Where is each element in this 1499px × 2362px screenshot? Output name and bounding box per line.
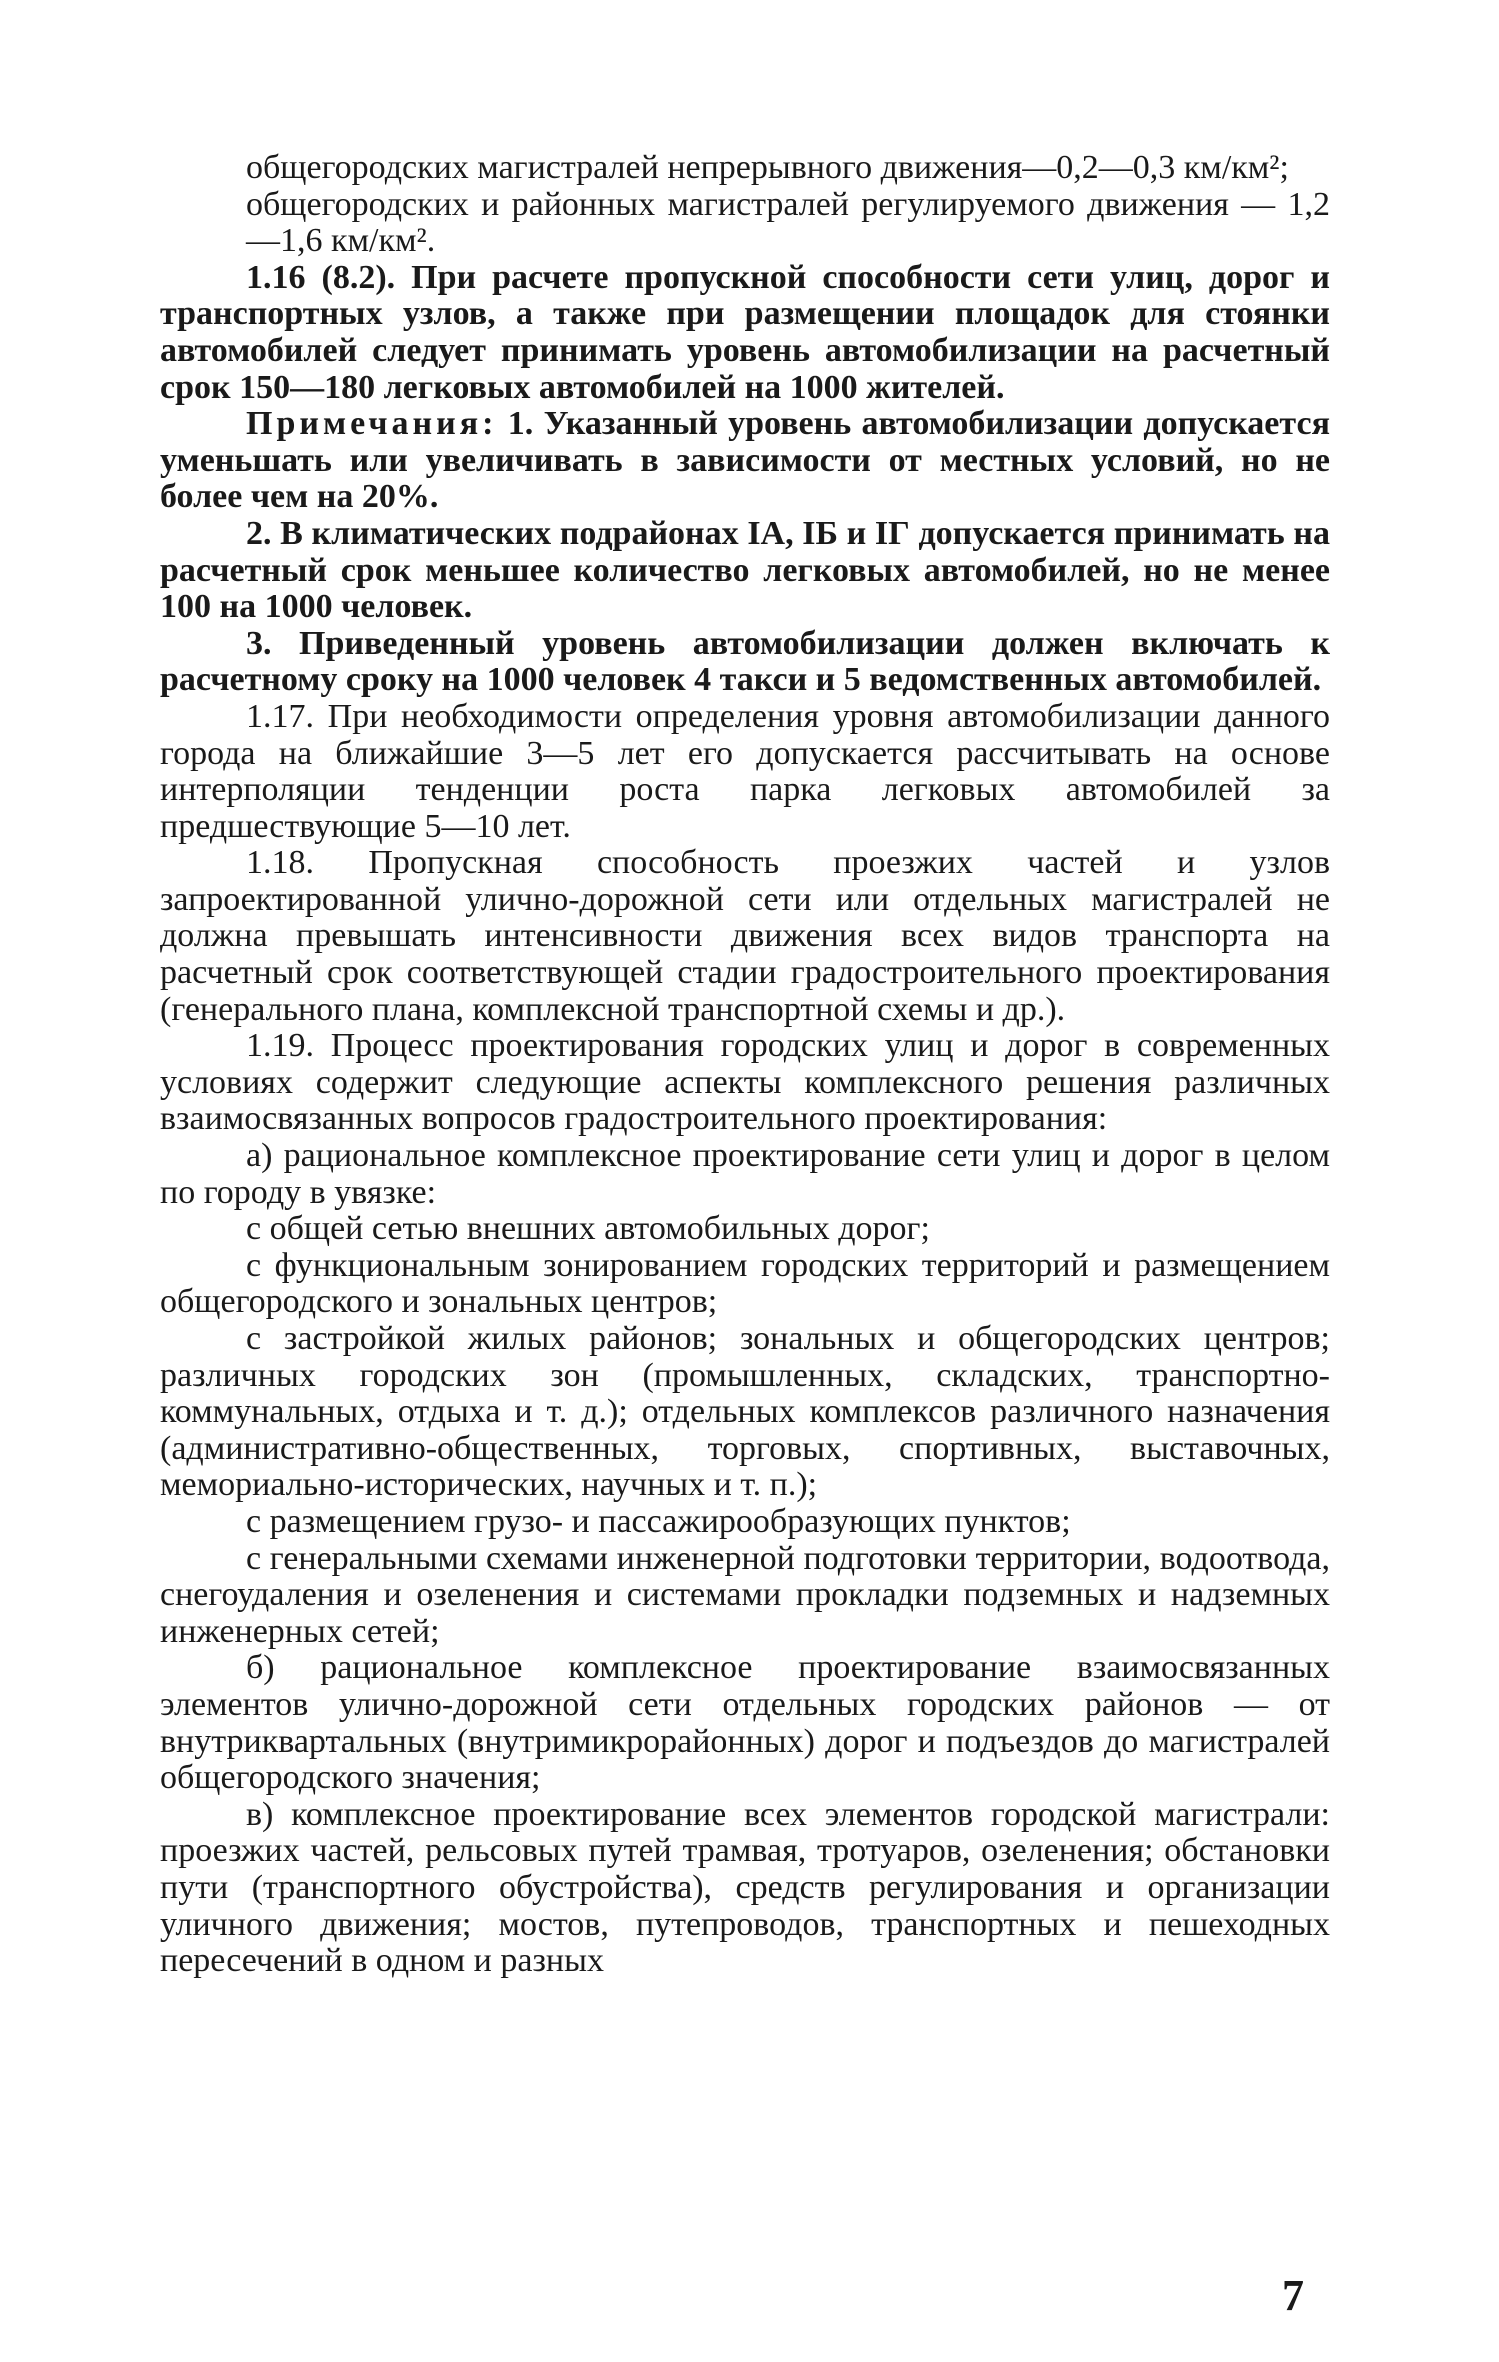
list-item-b: б) рациональное комплексное проектирование взаимосвязанных элементов улично-дорожной сети отдельных городских районов — от внутриквартальных (внутримикрорайонных) дорог и подъездов до магистралей общегородского значения; xyxy=(160,1649,1330,1797)
page-number: 7 xyxy=(1282,2271,1304,2320)
clause-1-19: 1.19. Процесс проектирования городских улиц и дорог в современных условиях содержит следующие аспекты комплексного решения различных взаимосвязанных вопросов градостроительного проектирования: xyxy=(160,1027,1330,1138)
notes-heading: Примечания: xyxy=(246,405,498,443)
note-1-text: 1. Указанный уровень автомобилизации допускается уменьшать или увеличивать в зависимости от местных условий, но не более чем на 20%. xyxy=(160,405,1330,516)
note-2: 2. В климатических подрайонах IA, IБ и IГ допускается принимать на расчетный срок меньшее количество легковых автомобилей, но не менее 100 на 1000 человек. xyxy=(160,514,1330,626)
paragraph-2: общегородских и районных магистралей регулируемого движения — 1,2—1,6 км/км². xyxy=(246,185,1330,260)
note-3: 3. Приведенный уровень автомобилизации должен включать к расчетному сроку на 1000 человек 4 такси и 5 ведомственных автомобилей. xyxy=(160,624,1330,699)
list-item-a-4: с размещением грузо- и пассажирообразующих пунктов; xyxy=(246,1502,1071,1540)
clause-1-16: 1.16 (8.2). При расчете пропускной способности сети улиц, дорог и транспортных узлов, а также при размещении площадок для стоянки автомобилей следует принимать уровень автомобилизации на расчетный срок 150—180 легковых автомобилей на 1000 жителей. xyxy=(160,258,1330,406)
paragraph-1: общегородских магистралей непрерывного движения—0,2—0,3 км/км²; xyxy=(246,149,1289,186)
list-item-v: в) комплексное проектирование всех элементов городской магистрали: проезжих частей, рельсовых путей трамвая, тротуаров, озеленения; обстановки пути (транспортного обустройства), средств регулирования и организации уличного движения; мостов, путепроводов, транспортных и пешеходных пересечений в одном и разных xyxy=(160,1795,1330,1980)
list-item-a-2: с функциональным зонированием городских территорий и размещением общегородского и зональных центров; xyxy=(160,1246,1330,1321)
list-item-a-5: с генеральными схемами инженерной подготовки территории, водоотвода, снегоудаления и озеленения и системами прокладки подземных и надземных инженерных сетей; xyxy=(160,1539,1330,1650)
page-body xyxy=(160,150,1330,1980)
clause-1-18: 1.18. Пропускная способность проезжих частей и узлов запроектированной улично-дорожной сети или отдельных магистралей не должна превышать интенсивности движения всех видов транспорта на расчетный срок соответствующей стадии градостроительного проектирования (генерального плана, комплексной транспортной схемы и др.). xyxy=(160,844,1330,1028)
note-1 xyxy=(160,406,1330,516)
list-item-a-3: с застройкой жилых районов; зональных и общегородских центров; различных городских зон (промышленных, складских, транспортно-коммунальных, отдыха и т. д.); отдельных комплексов различного назначения (административно-общественных, торговых, спортивных, выставочных, мемориально-исторических, научных и т. п.); xyxy=(160,1320,1330,1504)
list-item-a: а) рациональное комплексное проектирование сети улиц и дорог в целом по городу в увязке: xyxy=(160,1137,1330,1211)
list-item-a-1: с общей сетью внешних автомобильных дорог; xyxy=(246,1210,930,1248)
clause-1-17: 1.17. При необходимости определения уровня автомобилизации данного города на ближайшие 3—5 лет его допускается рассчитывать на основе интерполяции тенденции роста парка легковых автомобилей за предшествующие 5—10 лет. xyxy=(160,697,1330,845)
